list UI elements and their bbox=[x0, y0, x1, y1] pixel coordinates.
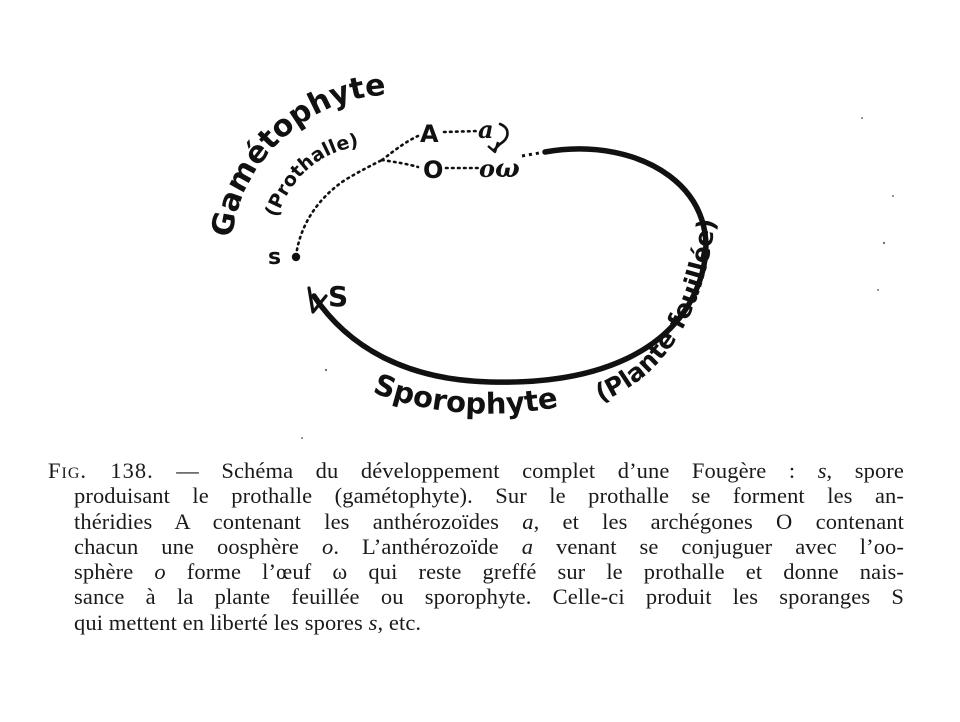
caption-symbol: s bbox=[817, 458, 827, 483]
archegonium-label: O bbox=[423, 156, 444, 184]
antherozoid-label: a bbox=[478, 115, 494, 144]
spore-label: s bbox=[268, 245, 282, 270]
scan-speck bbox=[301, 437, 303, 439]
caption-symbol: a bbox=[521, 533, 534, 559]
prothalle-label: (Prothalle) bbox=[260, 129, 360, 220]
scan-speck bbox=[892, 195, 894, 197]
sporophyte-label: Sporophyte bbox=[369, 366, 560, 421]
caption-symbol: ω bbox=[332, 559, 348, 585]
caption-symbol: s bbox=[368, 609, 378, 635]
scan-speck bbox=[325, 369, 327, 371]
caption-text: sphère bbox=[74, 559, 155, 585]
oosphere-label: o bbox=[479, 154, 496, 183]
caption-dash: — bbox=[176, 458, 199, 483]
caption-line-1 bbox=[48, 458, 904, 483]
caption-text: chacun une oosphère bbox=[74, 533, 322, 559]
figure-caption bbox=[48, 458, 904, 635]
archegonia-dotted-branch bbox=[382, 160, 418, 167]
caption-text: qui mettent en liberté les spores bbox=[74, 609, 369, 635]
caption-line-6 bbox=[48, 584, 904, 609]
antherozoid-dotted-link bbox=[444, 131, 478, 132]
gametophyte-label: Gamétophyte bbox=[204, 67, 388, 240]
caption-line-4 bbox=[48, 534, 904, 559]
caption-line-7 bbox=[48, 610, 904, 635]
caption-text: , spore bbox=[826, 458, 904, 483]
caption-text: sance à la plante feuillée ou sporophyte. Celle-ci produit les sporanges S bbox=[74, 584, 904, 610]
egg-omega-label: ω bbox=[495, 154, 520, 184]
scan-speck bbox=[861, 117, 863, 119]
caption-text: théridies A contenant les anthérozoïdes bbox=[74, 508, 523, 534]
caption-text: Schéma du développement complet d’une Fougère : bbox=[221, 458, 818, 483]
caption-symbol: o bbox=[321, 533, 334, 559]
spore-dot bbox=[292, 253, 300, 261]
scan-speck bbox=[877, 289, 879, 291]
scan-speck bbox=[883, 242, 885, 244]
caption-line-3 bbox=[48, 509, 904, 534]
caption-text: forme l’œuf bbox=[165, 559, 333, 585]
caption-symbol: a bbox=[522, 508, 534, 534]
caption-text: produisant le prothalle (gamétophyte). Sur le prothalle se forment les an- bbox=[74, 483, 904, 509]
antheridia-dotted-branch bbox=[382, 136, 418, 160]
sporophyte-cycle-tail bbox=[522, 152, 545, 156]
caption-text: , et les archégones O contenant bbox=[533, 508, 904, 534]
caption-text: venant se conjuguer avec l’oo- bbox=[533, 533, 904, 559]
caption-text: , etc. bbox=[377, 609, 422, 635]
caption-symbol: o bbox=[154, 559, 166, 585]
antheridium-label: A bbox=[420, 120, 439, 148]
figure-number: Fig. 138. bbox=[48, 458, 154, 483]
plante-feuillee-label: (Plante feuillée) bbox=[591, 216, 722, 408]
caption-line-5 bbox=[48, 559, 904, 584]
caption-text: . L’anthérozoïde bbox=[333, 533, 522, 559]
sporangium-label: S bbox=[328, 280, 349, 313]
caption-line-2 bbox=[48, 483, 904, 508]
caption-text: qui reste greffé sur le prothalle et donne nais- bbox=[347, 559, 905, 585]
